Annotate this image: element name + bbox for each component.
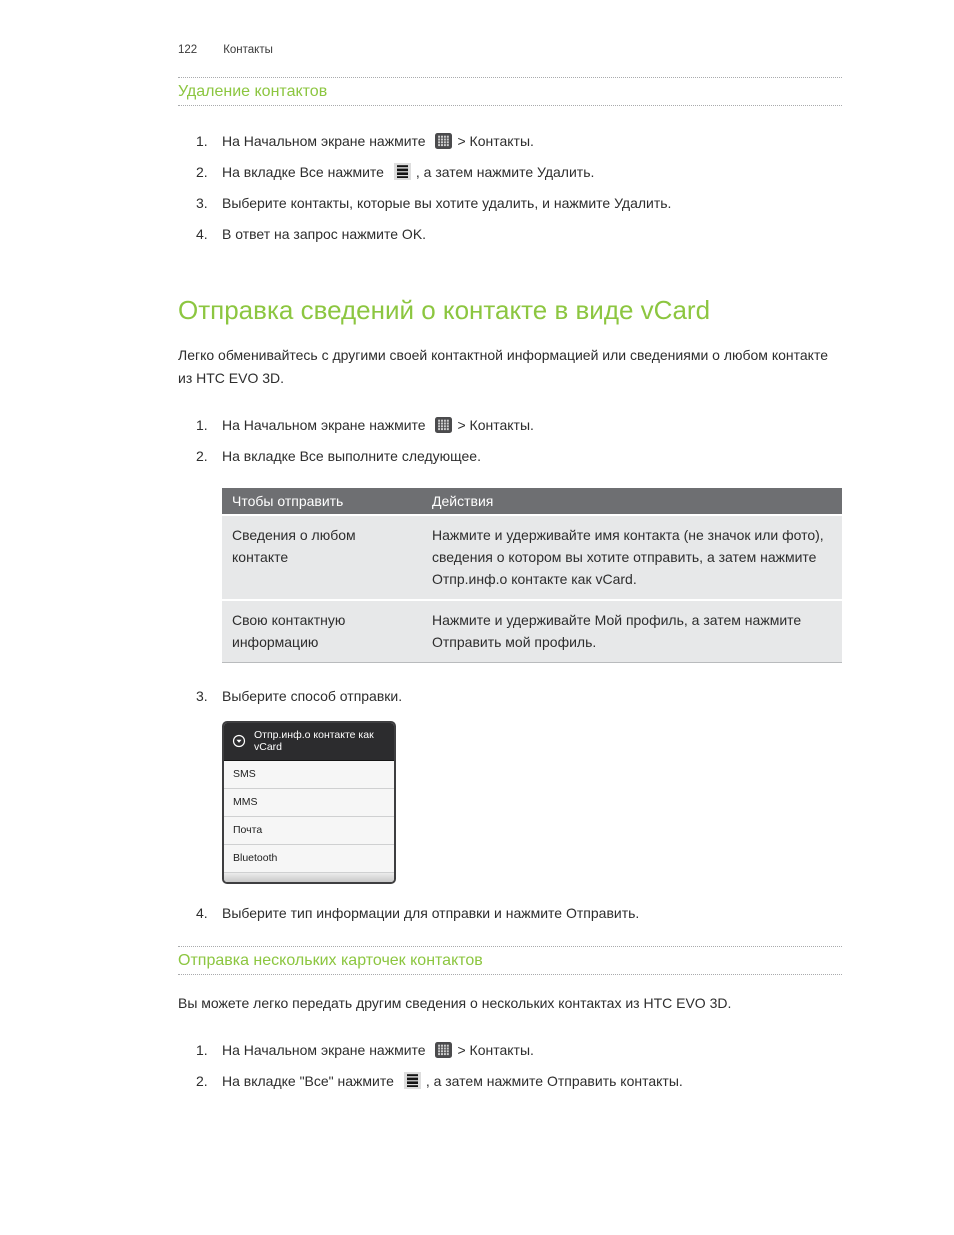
collapse-arrow-icon <box>232 734 246 748</box>
delete-steps-list <box>178 130 842 245</box>
table-cell-what: Сведения о любом контакте <box>222 516 422 599</box>
step-number: 1. <box>196 417 208 433</box>
dialog-title: Отпр.инф.о контакте как vCard <box>254 729 374 753</box>
step-number: 3. <box>196 688 208 704</box>
table-header-what: Чтобы отправить <box>222 488 422 514</box>
multi-steps-list <box>178 1039 842 1092</box>
intro-paragraph-multi: Вы можете легко передать другим сведения о нескольких контактах из HTC EVO 3D. <box>178 995 732 1011</box>
step-number: 2. <box>196 448 208 464</box>
table-cell-action: Нажмите и удерживайте Мой профиль, а затем нажмите Отправить мой профиль. <box>422 601 842 663</box>
step-text: На Начальном экране нажмите <box>222 133 430 149</box>
step-text: Выберите контакты, которые вы хотите удалить, и нажмите Удалить. <box>222 195 672 211</box>
list-item <box>178 414 842 436</box>
section-heading-block-delete <box>178 77 842 106</box>
table-row <box>222 516 842 599</box>
step-number: 4. <box>196 905 208 921</box>
section-heading-block-multi <box>178 946 842 975</box>
step-text: Выберите способ отправки. <box>222 688 403 704</box>
step-number: 3. <box>196 195 208 211</box>
page-number: 122 <box>178 44 198 56</box>
apps-grid-icon <box>435 417 452 433</box>
step-number: 1. <box>196 133 208 149</box>
phone-screenshot-share-dialog <box>222 721 396 884</box>
step-text: На вкладке Все выполните следующее. <box>222 448 481 464</box>
dialog-header <box>224 723 394 761</box>
section-title-delete: Удаление контактов <box>178 83 328 100</box>
section-title-multi: Отправка нескольких карточек контактов <box>178 952 483 969</box>
dialog-footer <box>224 873 394 882</box>
step-number: 2. <box>196 164 208 180</box>
step-text: На Начальном экране нажмите <box>222 1042 430 1058</box>
step-text: Выберите тип информации для отправки и нажмите Отправить. <box>222 905 640 921</box>
menu-icon <box>404 1072 421 1089</box>
dialog-option-sms: SMS <box>224 761 394 789</box>
step-number: 2. <box>196 1073 208 1089</box>
step-text: В ответ на запрос нажмите OK. <box>222 226 427 242</box>
dialog-option-bluetooth: Bluetooth <box>224 845 394 873</box>
chapter-title: Контакты <box>223 44 273 56</box>
apps-grid-icon <box>435 133 452 149</box>
step-number: 4. <box>196 226 208 242</box>
send-options-table <box>222 486 842 665</box>
dialog-option-mms: MMS <box>224 789 394 817</box>
list-item <box>178 161 842 183</box>
page-title: Отправка сведений о контакте в виде vCard <box>178 295 711 325</box>
step-text: > Контакты. <box>457 1042 534 1058</box>
intro-paragraph: Легко обменивайтесь с другими своей контактной информацией или сведениями о любом контакте из HTC EVO 3D. <box>178 347 828 386</box>
list-item <box>178 902 842 924</box>
list-item <box>178 223 842 245</box>
list-item <box>178 1039 842 1061</box>
step-text: На вкладке "Все" нажмите <box>222 1073 398 1089</box>
menu-icon <box>394 163 411 180</box>
step-number: 1. <box>196 1042 208 1058</box>
list-item <box>178 445 842 467</box>
step-text: , а затем нажмите Отправить контакты. <box>425 1073 683 1089</box>
apps-grid-icon <box>435 1042 452 1058</box>
list-item <box>178 685 842 707</box>
list-item <box>178 1070 842 1092</box>
table-cell-action: Нажмите и удерживайте имя контакта (не значок или фото), сведения о котором вы хотите отправить, а затем нажмите Отпр.инф.о контакте как vCard. <box>422 516 842 599</box>
page-header <box>178 44 842 56</box>
vcard-steps-list <box>178 414 842 467</box>
vcard-step-4 <box>178 902 842 924</box>
vcard-step-3 <box>178 685 842 707</box>
step-text: На вкладке Все нажмите <box>222 164 388 180</box>
step-text: > Контакты. <box>457 417 534 433</box>
step-text: На Начальном экране нажмите <box>222 417 430 433</box>
dialog-option-mail: Почта <box>224 817 394 845</box>
table-header-row <box>222 488 842 514</box>
table-header-actions: Действия <box>422 488 842 514</box>
step-text: > Контакты. <box>457 133 534 149</box>
list-item <box>178 192 842 214</box>
table-row <box>222 601 842 663</box>
step-text: , а затем нажмите Удалить. <box>415 164 595 180</box>
table-cell-what: Свою контактную информацию <box>222 601 422 663</box>
list-item <box>178 130 842 152</box>
